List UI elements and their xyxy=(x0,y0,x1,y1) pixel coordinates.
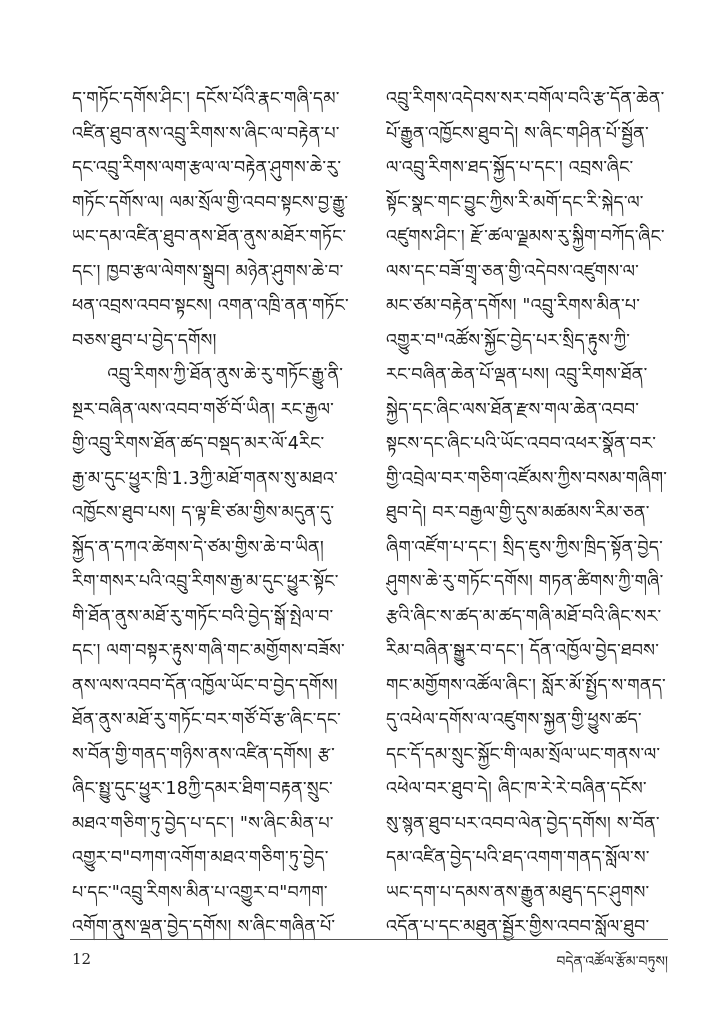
text-line: གྱི་འབྲུ་རིགས་ཐོན་ཚད་བསྡད་མར་ལོ་4རིང་ xyxy=(72,434,325,454)
text-line: འགྱུར་བ"བཀག་འགོག་མཐའ་གཅིག་ཏུ་བྱེད་ xyxy=(72,848,329,868)
text-column-right xyxy=(386,82,668,945)
text-line: རིག་གསར་པའི་འབྲུ་རིགས་རྒྱ་མ་དུང་ཕྱུར་སྟོང་ xyxy=(72,572,339,592)
text-line: འཛུགས་ཤིང་། རྫོ་ཚལ་ལྗམས་རུ་སྐྱིག་བཀོད་ཞིང་ xyxy=(386,227,665,247)
text-line: སྟངས་དང་ཞིང་པའི་ཡོང་འབབ་འཕར་སྣོན་བར་ xyxy=(386,434,657,454)
text-column-left xyxy=(72,82,354,945)
text-line: འགྱུར་བ"འཚོས་སྐྱོང་བྱེད་པར་སྲིད་རྟུས་ཀྱི་ xyxy=(386,330,631,351)
text-line: འབྲུ་རིགས་ཀྱི་ཐོན་ནུས་ཆེ་རུ་གཏོང་རྒྱུ་ནི་ xyxy=(72,365,344,385)
text-line: མཐའ་གཅིག་ཏུ་བྱེད་པ་དང་། "ས་ཞིང་མིན་པ་ xyxy=(72,813,334,834)
text-line: ཞིང་སྤྱུ་དུང་ཕྱུར་18ཀྱི་དམར་ཐིག་བརྟན་སྲུང་ xyxy=(72,779,333,799)
text-line: གི་ཐོན་ནུས་མཐོ་རུ་གཏོང་བའི་བྱེད་སྒོ་སྤེལ་བ་ xyxy=(72,606,334,627)
text-line: གཏོང་དགོས་ལ། ལམ་སྲོལ་གྱི་འབབ་སྟངས་བྱ་རྒྱུ་ xyxy=(72,192,349,213)
text-line: ཡང་དམ་འཛིན་ཐུབ་ནས་ཐོན་ནུས་མཐོར་གཏོང་ xyxy=(72,227,347,247)
text-line: འབྲུ་རིགས་འདེབས་སར་བགོལ་བའི་རྩ་དོན་ཆེན་ xyxy=(386,89,665,109)
text-line: ཐུབ་དེ། བར་བརྒྱལ་གྱི་དུས་མཚམས་རིམ་ཅན་ xyxy=(386,503,650,523)
text-line: ད་གཏོང་དགོས་ཤིང་། དངོས་པོའི་རྣང་གཞི་དམ་ xyxy=(72,89,340,109)
text-line: སུ་སྙན་ཐུབ་པར་འབབ་ལེན་བྱེད་དགོས། ས་བོན་ xyxy=(386,813,660,834)
text-line: འཛིན་ཐུབ་ནས་འབྲུ་རིགས་ས་ཞིང་ལ་བརྟེན་པ་ xyxy=(72,123,340,144)
page-number: 12 xyxy=(72,950,92,968)
text-line: ཕན་འབྲས་འབབ་སྟངས། འགན་འཁྲི་ནན་གཏོང་ xyxy=(72,296,349,316)
text-line: དུ་འཕེལ་དགོས་ལ་འཛུགས་སྐྱན་གྱི་ཕྱུས་ཚད་ xyxy=(386,710,642,730)
text-line: འཁྱོངས་ཐུབ་པས། ད་ལྟ་ཇི་ཙམ་གྱིས་མདུན་དུ་ xyxy=(72,503,335,523)
text-line: ནས་ལས་འབབ་དོན་འཁྱོལ་ཡོང་བ་བྱེད་དགོས། xyxy=(72,675,338,696)
text-line: ཞིག་འཛོག་པ་དང་། སྲིད་ཇུས་ཀྱིས་ཁྲིད་སྟོན་བྱེད་ xyxy=(386,537,664,558)
text-line: སྔར་བཞིན་ལས་འབབ་གཙོ་བོ་ཡིན། རང་རྒྱལ་ xyxy=(72,399,335,420)
text-line: རིམ་བཞིན་སྒྱུར་བ་དང་། དོན་འཁྱོལ་བྱེད་ཐབས་ xyxy=(386,641,660,661)
text-line: རྒྱ་མ་དུང་ཕྱུར་ཁྲི་1.3ཀྱི་མཐོ་གནས་སུ་མཐའ་ xyxy=(72,468,338,489)
text-line: དམ་འཛིན་བྱེད་པའི་ཐད་འགག་གནད་སློལ་ས་ xyxy=(386,848,650,868)
text-line: ལས་དང་བཟོ་གྲྭ་ཅན་གྱི་འདེབས་འཛུགས་ལ་ xyxy=(386,261,640,282)
text-line: ལ་འབྲུ་རིགས་ཐད་སྐྱོད་པ་དང་། འབྲས་ཞིང་ xyxy=(386,158,634,178)
text-line: དང་འབྲུ་རིགས་ལག་རྩལ་ལ་བརྟེན་ཤུགས་ཆེ་རུ་ xyxy=(72,158,342,178)
text-line: བཅས་ཐུབ་པ་བྱེད་དགོས། xyxy=(72,330,217,351)
text-line: དང་དོ་དམ་སྲུང་སྐྱོང་གི་ལམ་སྲོལ་ཡང་གནས་ལ་ xyxy=(386,744,661,765)
text-line: ས་བོན་གྱི་གནད་གཉིས་ནས་འཛིན་དགོས། རྩ་ xyxy=(72,744,336,765)
text-line: འདོན་པ་དང་མཐུན་སྦྱོར་གྱིས་འབབ་སློལ་ཐུབ་ xyxy=(386,917,650,937)
text-line: ཐོན་ནུས་མཐོ་རུ་གཏོང་བར་གཙོ་བོ་རྩ་ཞིང་དང་ xyxy=(72,710,342,730)
text-line: ཤུགས་ཆེ་རུ་གཏོང་དགོས། གཏན་ཚིགས་ཀྱི་གཞི་ xyxy=(386,572,664,592)
text-line: གྱི་འབྲེལ་བར་གཅིག་འཛོམས་ཀྱིས་བསམ་གཞིག་ xyxy=(386,468,668,489)
running-footer-title: བདེན་འཚོལ་རྩོམ་བཏུས། xyxy=(556,954,668,970)
text-line: རྩའི་ཞིང་ས་ཚད་མ་ཚད་གཞི་མཐོ་བའི་ཞིང་སར་ xyxy=(386,606,662,627)
text-line: སྟོང་སྣང་གང་བྱུང་ཀྱིས་རི་མགོ་དང་རི་སྐེད་ལ་ xyxy=(386,192,644,213)
text-line: འཕེལ་བར་ཐུབ་དེ། ཞིང་ཁ་རེ་རེ་བཞིན་དངོས་ xyxy=(386,779,647,799)
text-line: པོ་རྒྱུན་འཁྱོངས་ཐུབ་དེ། ས་ཞིང་གཤིན་པོ་སྦྱོན་ xyxy=(386,123,649,144)
text-line: སྐྱེད་དང་ཞིང་ལས་ཐོན་རྫས་གལ་ཆེན་འབབ་ xyxy=(386,399,640,420)
text-line: དང་། ཁྱབ་རྩལ་ལེགས་སྒྲུབ། མཉེན་ཤུགས་ཆེ་བ་ xyxy=(72,261,344,282)
text-line: ཡང་དག་པ་དམས་ནས་རྒྱུན་མཐུད་དང་ཤུགས་ xyxy=(386,882,650,903)
text-line: འགོག་ནུས་ལྡན་བྱེད་དགོས། ས་ཞིང་གཞིན་པོ་ xyxy=(72,917,336,937)
text-line: རང་བཞིན་ཆེན་པོ་ལྡན་པས། འབྲུ་རིགས་ཐོན་ xyxy=(386,365,648,385)
footer-rule xyxy=(70,939,668,940)
text-line: མང་ཙམ་བརྟེན་དགོས། "འབྲུ་རིགས་མིན་པ་ xyxy=(386,296,641,316)
text-line: སྐྱོད་ན་དཀའ་ཚེགས་དེ་ཙམ་གྱིས་ཆེ་བ་ཡིན། xyxy=(72,537,324,558)
text-line: གང་མགྱོགས་འཚོལ་ཞིང་། སློར་མོ་སྤྱོད་ས་གནད་ xyxy=(386,675,666,696)
text-line: པ་དང་"འབྲུ་རིགས་མིན་པ་འགྱུར་བ"བཀག་ xyxy=(72,882,328,903)
text-line: དང་། ལག་བསྟར་རྟུས་གཞི་གང་མགྱོགས་བཟོས་ xyxy=(72,641,345,661)
